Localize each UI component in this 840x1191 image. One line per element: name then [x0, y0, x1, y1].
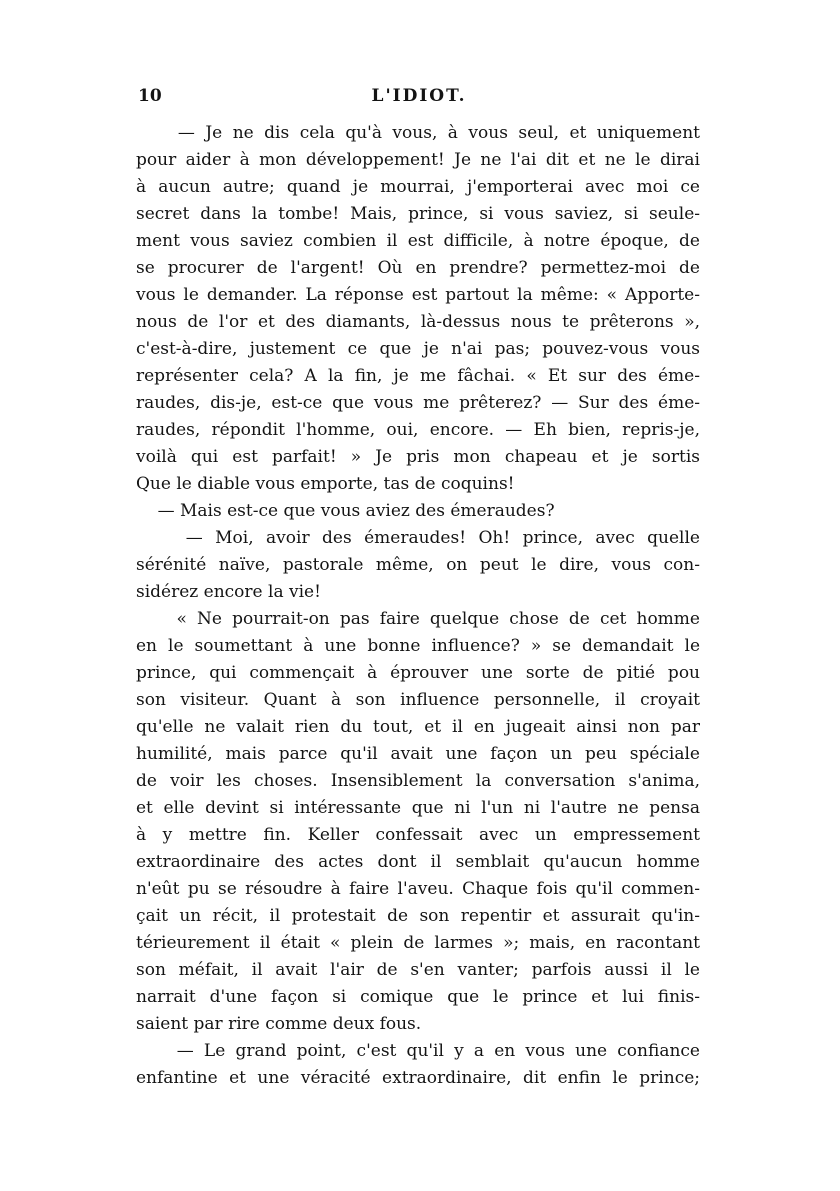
page-number: 10	[138, 86, 162, 106]
text-line: saient par rire comme deux fous.	[136, 1014, 422, 1034]
text-line: sérénité naïve, pastorale même, on peut le dire, vous con-	[136, 555, 700, 575]
text-line: nous de l'or et des diamants, là-dessus nous te prêterons »,	[136, 312, 700, 332]
text-line: narrait d'une façon si comique que le prince et lui finis-	[136, 987, 700, 1007]
text-line: se procurer de l'argent! Où en prendre? permettez-moi de	[136, 258, 700, 278]
text-line: — Mais est-ce que vous aviez des émeraudes?	[136, 501, 555, 521]
text-line: qu'elle ne valait rien du tout, et il en jugeait ainsi non par	[136, 717, 700, 737]
text-line: à y mettre fin. Keller confessait avec un empressement	[136, 825, 700, 845]
text-line: et elle devint si intéressante que ni l'un ni l'autre ne pensa	[136, 798, 700, 818]
text-line: térieurement il était « plein de larmes »; mais, en racontant	[136, 933, 700, 953]
text-line: raudes, dis-je, est-ce que vous me prêterez? — Sur des éme-	[136, 393, 700, 413]
text-line: voilà qui est parfait! » Je pris mon chapeau et je sortis	[136, 447, 700, 467]
text-line: son méfait, il avait l'air de s'en vanter; parfois aussi il le	[136, 960, 700, 980]
text-line: — Le grand point, c'est qu'il y a en vous une confiance	[136, 1041, 700, 1061]
text-line: représenter cela? A la fin, je me fâchai. « Et sur des éme-	[136, 366, 700, 386]
text-line: de voir les choses. Insensiblement la conversation s'anima,	[136, 771, 700, 791]
text-line: « Ne pourrait-on pas faire quelque chose de cet homme	[136, 609, 700, 629]
text-line: n'eût pu se résoudre à faire l'aveu. Chaque fois qu'il commen-	[136, 879, 700, 899]
text-line: prince, qui commençait à éprouver une sorte de pitié pou	[136, 663, 700, 683]
text-line: çait un récit, il protestait de son repentir et assurait qu'in-	[136, 906, 700, 926]
text-line: raudes, répondit l'homme, oui, encore. — Eh bien, repris-je,	[136, 420, 700, 440]
text-line: humilité, mais parce qu'il avait une façon un peu spéciale	[136, 744, 700, 764]
text-line: — Moi, avoir des émeraudes! Oh! prince, avec quelle	[136, 528, 700, 548]
text-line: Que le diable vous emporte, tas de coquins!	[136, 474, 515, 494]
text-line: à aucun autre; quand je mourrai, j'emporterai avec moi ce	[136, 177, 700, 197]
text-line: secret dans la tombe! Mais, prince, si vous saviez, si seule-	[136, 204, 700, 224]
running-head	[138, 86, 700, 112]
body-text	[136, 120, 700, 1092]
running-title: L'IDIOT.	[371, 86, 467, 106]
text-line: enfantine et une véracité extraordinaire, dit enfin le prince;	[136, 1068, 700, 1088]
text-line: pour aider à mon développement! Je ne l'ai dit et ne le dirai	[136, 150, 700, 170]
text-line: c'est-à-dire, justement ce que je n'ai pas; pouvez-vous vous	[136, 339, 700, 359]
text-line: en le soumettant à une bonne influence? » se demandait le	[136, 636, 700, 656]
text-line: vous le demander. La réponse est partout la même: « Apporte-	[136, 285, 700, 305]
text-line: son visiteur. Quant à son influence personnelle, il croyait	[136, 690, 700, 710]
text-line: sidérez encore la vie!	[136, 582, 321, 602]
text-line: — Je ne dis cela qu'à vous, à vous seul, et uniquement	[136, 123, 700, 143]
text-line: ment vous saviez combien il est difficile, à notre époque, de	[136, 231, 700, 251]
text-line: extraordinaire des actes dont il semblait qu'aucun homme	[136, 852, 700, 872]
